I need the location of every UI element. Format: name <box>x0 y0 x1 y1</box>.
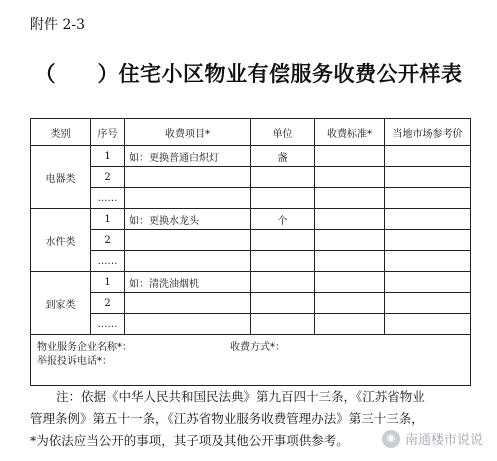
fee-standard-cell <box>315 146 385 167</box>
fee-item-cell: 如：清洗油烟机 <box>125 272 251 293</box>
table-row <box>31 230 471 251</box>
unit-cell <box>251 230 315 251</box>
fee-standard-cell <box>315 272 385 293</box>
unit-cell <box>251 293 315 314</box>
table-row <box>31 188 471 209</box>
number-cell: …… <box>91 188 125 209</box>
title-blank-paren: （ ） <box>34 61 119 86</box>
number-cell: 2 <box>91 167 125 188</box>
fee-item-cell <box>125 167 251 188</box>
wechat-channel-icon: ◉ <box>382 430 400 448</box>
unit-cell <box>251 314 315 335</box>
unit-cell <box>251 272 315 293</box>
market-price-cell <box>385 146 471 167</box>
category-cell: 到家类 <box>31 272 91 335</box>
note-line-3: *为依法应当公开的事项，其子项及其他公开事项供参考。 <box>30 433 349 448</box>
header-fee-standard: 收费标准* <box>315 119 385 146</box>
market-price-cell <box>385 272 471 293</box>
table-header-row <box>31 119 471 146</box>
header-unit: 单位 <box>251 119 315 146</box>
table-row <box>31 146 471 167</box>
attachment-label: 附件 2-3 <box>30 17 85 33</box>
table-row <box>31 209 471 230</box>
table-footer-row <box>31 335 471 386</box>
header-fee-item: 收费项目* <box>125 119 251 146</box>
fee-item-cell <box>125 314 251 335</box>
number-cell: 1 <box>91 209 125 230</box>
footer-cell <box>31 335 471 386</box>
market-price-cell <box>385 251 471 272</box>
company-name-label: 物业服务企业名称*： <box>37 342 132 353</box>
fee-item-cell: 如：更换普通白炽灯 <box>125 146 251 167</box>
fee-table <box>30 118 471 386</box>
market-price-cell <box>385 293 471 314</box>
watermark <box>382 429 483 448</box>
market-price-cell <box>385 209 471 230</box>
table-row <box>31 272 471 293</box>
unit-cell <box>251 251 315 272</box>
unit-cell: 个 <box>251 209 315 230</box>
fee-item-cell <box>125 188 251 209</box>
number-cell: 1 <box>91 146 125 167</box>
fee-item-cell <box>125 293 251 314</box>
unit-cell: 盏 <box>251 146 315 167</box>
header-number: 序号 <box>91 119 125 146</box>
fee-item-cell: 如：更换水龙头 <box>125 209 251 230</box>
market-price-cell <box>385 167 471 188</box>
fee-standard-cell <box>315 167 385 188</box>
note-line-1: 注：依据《中华人民共和国民法典》第九百四十三条，《江苏省物业 <box>56 389 425 404</box>
fee-item-cell <box>125 230 251 251</box>
fee-item-cell <box>125 251 251 272</box>
unit-cell <box>251 167 315 188</box>
table-row <box>31 314 471 335</box>
category-cell: 水件类 <box>31 209 91 272</box>
page-title <box>0 58 497 88</box>
watermark-text: 南通楼市说说 <box>404 433 483 448</box>
number-cell: 2 <box>91 293 125 314</box>
complaint-phone-label: 举报投诉电话*： <box>37 356 112 367</box>
category-cell: 电器类 <box>31 146 91 209</box>
title-text: 住宅小区物业有偿服务收费公开样表 <box>118 61 463 86</box>
note-line-2: 管理条例》第五十一条，《江苏省物业服务收费管理办法》第三十三条， <box>30 411 424 426</box>
number-cell: …… <box>91 314 125 335</box>
unit-cell <box>251 188 315 209</box>
header-market-price: 当地市场参考价 <box>385 119 471 146</box>
charge-method-label: 收费方式*： <box>230 342 285 353</box>
number-cell: …… <box>91 251 125 272</box>
fee-standard-cell <box>315 188 385 209</box>
fee-standard-cell <box>315 209 385 230</box>
table-row <box>31 251 471 272</box>
market-price-cell <box>385 188 471 209</box>
table-row <box>31 167 471 188</box>
market-price-cell <box>385 314 471 335</box>
fee-standard-cell <box>315 314 385 335</box>
fee-standard-cell <box>315 251 385 272</box>
fee-standard-cell <box>315 293 385 314</box>
number-cell: 1 <box>91 272 125 293</box>
number-cell: 2 <box>91 230 125 251</box>
header-category: 类别 <box>31 119 91 146</box>
market-price-cell <box>385 230 471 251</box>
fee-standard-cell <box>315 230 385 251</box>
table-row <box>31 293 471 314</box>
